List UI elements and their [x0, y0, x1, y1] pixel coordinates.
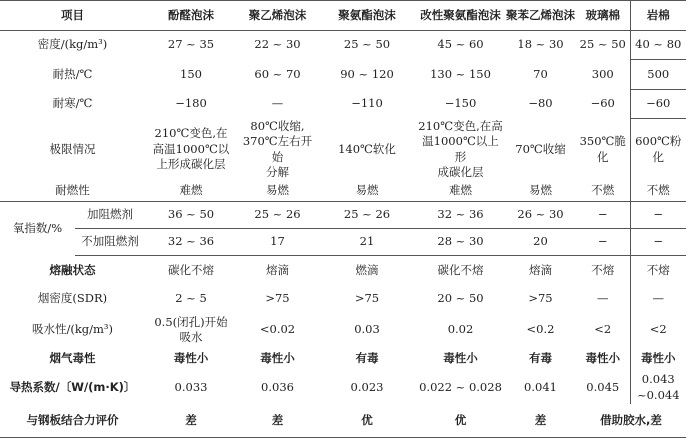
table-cell: <0.2 — [526, 322, 555, 337]
row-label: 导热系数/〔W/(m·K)〕 — [9, 379, 136, 394]
table-cell: 碳化不熔 — [437, 262, 484, 277]
table-row — [0, 404, 686, 438]
header-row — [0, 1, 686, 31]
row-label: 烟气毒性 — [49, 351, 96, 366]
table-cell: 0.02 — [447, 322, 474, 337]
table-cell: 不燃 — [630, 181, 686, 202]
header-cell: 项目 — [0, 1, 145, 31]
table-cell: − — [630, 202, 686, 229]
table-cell: 25 ~ 50 — [579, 37, 626, 52]
table-cell: 不熔 — [630, 256, 686, 285]
table-cell: 27 ~ 35 — [167, 37, 215, 52]
table-cell: 45 ~ 60 — [437, 37, 484, 52]
table-cell: 难燃 — [179, 183, 203, 198]
table-row — [0, 31, 686, 60]
header-cell: 岩棉 — [630, 1, 686, 31]
row-label: 耐热/℃ — [52, 66, 93, 81]
table-row — [0, 256, 686, 285]
table-cell: 20 ~ 50 — [437, 291, 484, 306]
table-cell: 20 — [505, 229, 576, 256]
table-cell: 140℃软化 — [338, 141, 396, 156]
table-cell: 25 ~ 50 — [343, 37, 391, 52]
table-cell: −180 — [175, 96, 207, 111]
header-cell: 聚乙烯泡沫 — [237, 1, 318, 31]
table-cell: 36 ~ 50 — [145, 202, 237, 229]
table-cell: − — [576, 229, 630, 256]
table-cell: <2 — [630, 314, 686, 347]
table-cell: 借助胶水,差 — [576, 404, 686, 438]
table-cell: >75 — [354, 291, 380, 306]
table-cell: − — [630, 229, 686, 256]
table-cell: 差 — [237, 404, 318, 438]
table-cell: 90 ~ 120 — [340, 66, 394, 81]
table-cell: 70℃收缩 — [515, 141, 566, 156]
table-cell: 0.033 — [174, 379, 208, 394]
table-cell: 80℃收缩, 370℃左右开始 分解 — [242, 118, 313, 180]
table-row — [0, 202, 686, 229]
table-row — [0, 119, 686, 181]
table-cell: 32 ~ 36 — [416, 202, 505, 229]
table-cell: 熔滴 — [266, 262, 289, 277]
table-cell: 0.5(闭孔)开始 吸水 — [154, 314, 228, 345]
header-cell: 聚苯乙烯泡沫 — [505, 1, 576, 31]
table-cell: −80 — [528, 96, 553, 111]
header-cell: 玻璃棉 — [576, 1, 630, 31]
row-label: 吸水性/(kg/m³) — [31, 322, 114, 337]
table-cell: 优 — [318, 404, 416, 438]
table-cell: 有毒 — [355, 351, 379, 366]
table-cell: 毒性小 — [443, 351, 478, 366]
table-row — [0, 181, 686, 202]
table-cell: 210℃变色,在高 温1000℃以上形 成碳化层 — [418, 118, 503, 180]
table-cell: 毒性小 — [260, 351, 295, 366]
table-cell: 60 ~ 70 — [254, 66, 301, 81]
table-cell: 0.043 ~0.044 — [630, 372, 686, 404]
table-cell: 0.022 ~ 0.028 — [419, 379, 502, 394]
table-cell: 有毒 — [529, 351, 552, 366]
table-cell: 不燃 — [591, 183, 615, 198]
table-cell: 18 ~ 30 — [517, 37, 564, 52]
table-cell: 0.041 — [524, 379, 557, 394]
row-label: 烟密度(SDR) — [37, 291, 108, 306]
table-cell: >75 — [528, 291, 553, 306]
table-cell: 毒性小 — [585, 351, 620, 366]
table-row — [0, 90, 686, 119]
table-cell: 易燃 — [529, 183, 552, 198]
table-cell: −60 — [590, 96, 615, 111]
table-cell: 500 — [630, 60, 686, 90]
table-cell: — — [597, 291, 609, 306]
table-cell: — — [630, 285, 686, 314]
row-label: 与钢板结合力评价 — [0, 404, 145, 438]
table-row — [0, 347, 686, 372]
header-cell: 聚氨酯泡沫 — [318, 1, 416, 31]
table-cell: 25 ~ 26 — [237, 202, 318, 229]
table-cell: 0.036 — [261, 379, 294, 394]
table-cell: 易燃 — [266, 183, 289, 198]
table-cell: −110 — [351, 96, 383, 111]
table-cell: 70 — [533, 66, 548, 81]
row-label: 耐寒/℃ — [52, 96, 93, 111]
table-cell: 22 ~ 30 — [254, 37, 301, 52]
table-row — [0, 60, 686, 90]
row-sublabel: 加阻燃剂 — [75, 202, 145, 229]
table-row — [0, 285, 686, 314]
row-label: 密度/(kg/m³) — [37, 37, 108, 52]
table-row — [0, 372, 686, 404]
table-row — [0, 314, 686, 347]
table-row — [0, 229, 686, 256]
table-cell: 毒性小 — [173, 351, 209, 366]
table-cell: 28 ~ 30 — [416, 229, 505, 256]
table-cell: 碳化不熔 — [168, 262, 214, 277]
table-cell: 210℃变色,在 高温1000℃以 上形成碳化层 — [152, 126, 230, 172]
table-cell: 易燃 — [355, 183, 379, 198]
table-cell: 300 — [591, 66, 614, 81]
row-label: 氧指数/% — [0, 202, 75, 256]
table-cell: 17 — [237, 229, 318, 256]
table-cell: <2 — [594, 322, 612, 337]
table-cell: 0.045 — [586, 379, 620, 394]
table-cell: <0.02 — [259, 322, 296, 337]
table-cell: −60 — [630, 90, 686, 119]
header-cell: 酚醛泡沫 — [145, 1, 237, 31]
row-label: 熔融状态 — [49, 262, 96, 277]
table-cell: 150 — [180, 66, 202, 81]
table-cell: − — [576, 202, 630, 229]
row-label: 极限情况 — [49, 141, 96, 156]
table-cell: 优 — [416, 404, 505, 438]
table-cell: 26 ~ 30 — [505, 202, 576, 229]
table-cell: 毒性小 — [630, 347, 686, 372]
table-cell: 2 ~ 5 — [175, 291, 207, 306]
table-cell: — — [271, 96, 284, 111]
table-cell: 25 ~ 26 — [318, 202, 416, 229]
table-cell: 不熔 — [591, 262, 615, 277]
table-cell: 差 — [505, 404, 576, 438]
table-cell: 难燃 — [449, 183, 472, 198]
table-cell: 40 ~ 80 — [630, 31, 686, 60]
table-cell: 32 ~ 36 — [145, 229, 237, 256]
table-cell: 0.023 — [350, 379, 384, 394]
table-cell: 差 — [145, 404, 237, 438]
header-cell: 改性聚氨酯泡沫 — [416, 1, 505, 31]
table-cell: 600℃粉 化 — [630, 119, 686, 181]
table-cell: >75 — [265, 291, 290, 306]
row-sublabel: 不加阻燃剂 — [75, 229, 145, 256]
row-label: 耐燃性 — [55, 183, 90, 198]
table-cell: 熔滴 — [529, 262, 552, 277]
table-cell: 130 ~ 150 — [430, 66, 491, 81]
table-cell: 21 — [318, 229, 416, 256]
table-cell: 350℃脆 化 — [579, 134, 626, 164]
table-cell: 燃滴 — [355, 262, 379, 277]
table-cell: −150 — [444, 96, 477, 111]
table-cell: 0.03 — [354, 322, 380, 337]
